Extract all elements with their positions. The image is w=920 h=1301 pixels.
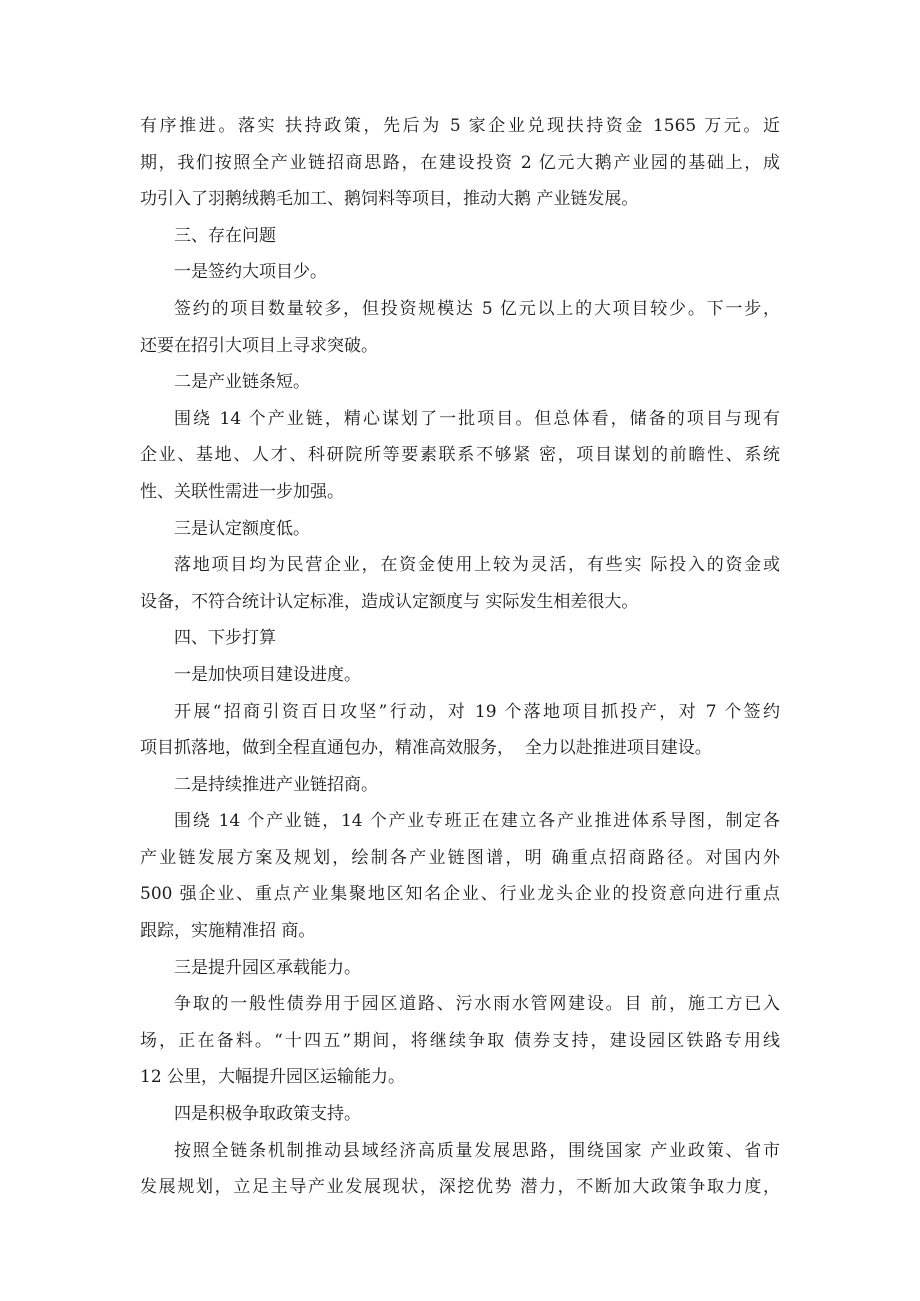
text-line: 功引入了羽鹅绒鹅毛加工、鹅饲料等项目，推动大鹅 产业链发展。 <box>140 189 639 210</box>
text-line: 按照全链条机制推动县域经济高质量发展思路，围绕国家 产业政策、省市 <box>174 1140 780 1161</box>
text-line: 一是签约大项目少。 <box>174 262 327 283</box>
text-line: 性、关联性需进一步加强。 <box>140 481 344 502</box>
text-line: 围绕 14 个产业链，精心谋划了一批项目。但总体看，储备的项目与现有 <box>174 408 780 429</box>
text-line: 产业链发展方案及规划，绘制各产业链图谱，明 确重点招商路径。对国内外 <box>140 847 780 868</box>
text-line: 项目抓落地，做到全程直通包办，精准高效服务， 全力以赴推进项目建设。 <box>140 738 712 759</box>
text-line: 二是产业链条短。 <box>174 372 310 393</box>
text-line: 企业、基地、人才、科研院所等要素联系不够紧 密，项目谋划的前瞻性、系统 <box>140 445 780 466</box>
text-line: 还要在招引大项目上寻求突破。 <box>140 335 378 356</box>
text-line: 场，正在备料。“十四五”期间，将继续争取 债券支持，建设园区铁路专用线 <box>140 1030 780 1051</box>
text-line: 500 强企业、重点产业集聚地区知名企业、行业龙头企业的投资意向进行重点 <box>140 884 780 905</box>
text-line: 争取的一般性债券用于园区道路、污水雨水管网建设。目 前，施工方已入 <box>174 994 780 1015</box>
text-line: 跟踪，实施精准招 商。 <box>140 921 316 942</box>
text-line: 围绕 14 个产业链，14 个产业专班正在建立各产业推进体系导图，制定各 <box>174 811 780 832</box>
text-line: 落地项目均为民营企业，在资金使用上较为灵活，有些实 际投入的资金或 <box>174 555 780 576</box>
text-line: 一是加快项目建设进度。 <box>174 664 361 685</box>
document-body <box>140 108 780 1206</box>
text-line: 三是认定额度低。 <box>174 518 310 539</box>
text-line: 四是积极争取政策支持。 <box>174 1104 361 1125</box>
text-line: 开展“招商引资百日攻坚”行动，对 19 个落地项目抓投产，对 7 个签约 <box>174 701 780 722</box>
text-line: 期，我们按照全产业链招商思路，在建设投资 2 亿元大鹅产业园的基础上，成 <box>140 152 780 173</box>
text-line: 发展规划，立足主导产业发展现状，深挖优势 潜力，不断加大政策争取力度， <box>140 1177 780 1198</box>
text-line: 二是持续推进产业链招商。 <box>174 774 378 795</box>
text-line: 三、存在问题 <box>174 225 276 246</box>
text-line: 签约的项目数量较多，但投资规模达 5 亿元以上的大项目较少。下一步， <box>174 298 780 319</box>
text-line: 设备，不符合统计认定标准，造成认定额度与 实际发生相差很大。 <box>140 591 639 612</box>
text-line: 三是提升园区承载能力。 <box>174 957 361 978</box>
text-line: 四、下步打算 <box>174 628 276 649</box>
text-line: 12 公里，大幅提升园区运输能力。 <box>140 1067 406 1088</box>
text-line: 有序推进。落实 扶持政策，先后为 5 家企业兑现扶持资金 1565 万元。近 <box>140 116 780 136</box>
